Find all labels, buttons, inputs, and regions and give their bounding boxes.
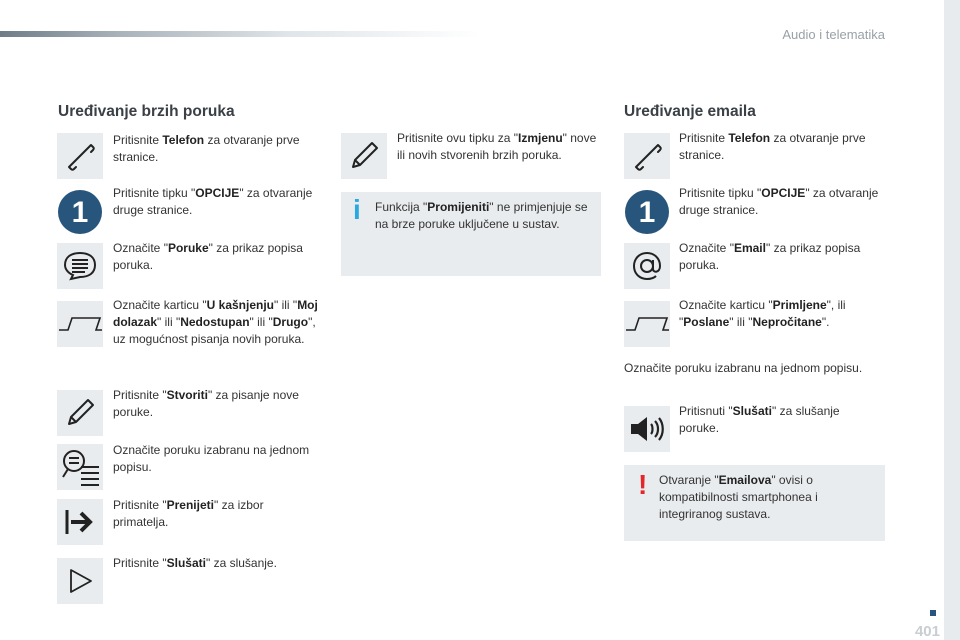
- select-message-icon: [57, 444, 103, 490]
- phone-icon: [624, 133, 670, 179]
- warning-notice-text: Otvaranje "Emailova" ovisi o kompatibilnosti smartphonea i integriranog sustava.: [659, 473, 818, 521]
- phone-icon: [57, 133, 103, 179]
- play-icon: [57, 558, 103, 604]
- left-step-2-text: Pritisnite tipku "OPCIJE" za otvaranje druge stranice.: [113, 186, 313, 217]
- speaker-icon: [624, 406, 670, 452]
- right-step-2-text: Pritisnite tipku "OPCIJE" za otvaranje druge stranice.: [679, 186, 879, 217]
- page-number: 401: [914, 623, 940, 640]
- number-1-icon: [57, 189, 103, 235]
- info-notice: [341, 192, 601, 276]
- header-gradient-bar: [0, 31, 480, 37]
- forward-icon: [57, 499, 103, 545]
- left-step-7-text: Pritisnite "Prenijeti" za izbor primatelja.: [113, 498, 264, 529]
- message-list-icon: [57, 243, 103, 289]
- number-1-glyph: 1: [71, 196, 89, 229]
- tab-icon: [624, 301, 670, 347]
- left-section-title: Uređivanje brzih poruka: [58, 103, 235, 120]
- number-1-glyph: 1: [638, 196, 656, 229]
- info-notice-text: Funkcija "Promijeniti" ne primjenjuje se na brze poruke uključene u sustav.: [375, 200, 588, 231]
- at-icon: [624, 243, 670, 289]
- pencil-icon: [57, 390, 103, 436]
- left-step-8-text: Pritisnite "Slušati" za slušanje.: [113, 556, 277, 570]
- info-icon: i: [353, 194, 361, 225]
- left-step-6-text: Označite poruku izabranu na jednom popisu.: [113, 443, 310, 474]
- section-header-title: Audio i telematika: [782, 27, 885, 42]
- right-step-4-text: Označite karticu "Primljene", ili "Poslane" ili "Nepročitane".: [679, 298, 846, 329]
- number-1-icon: [624, 189, 670, 235]
- right-step-1-text: Pritisnite Telefon za otvaranje prve stranice.: [679, 131, 866, 162]
- warning-icon: !: [638, 469, 648, 500]
- middle-step-text: Pritisnite ovu tipku za "Izmjenu" nove ili novih stvorenih brzih poruka.: [397, 131, 597, 162]
- right-plain-text: Označite poruku izabranu na jednom popisu.: [624, 361, 863, 375]
- tab-icon: [57, 301, 103, 347]
- left-step-1-text: Pritisnite Telefon za otvaranje prve stranice.: [113, 133, 300, 164]
- right-listen-text: Pritisnuti "Slušati" za slušanje poruke.: [679, 404, 840, 435]
- right-section-title: Uređivanje emaila: [624, 103, 756, 120]
- left-step-3-text: Označite "Poruke" za prikaz popisa poruka.: [113, 241, 303, 272]
- page-edge-strip: [944, 0, 960, 640]
- left-step-4-text: Označite karticu "U kašnjenju" ili "Moj dolazak" ili "Nedostupan" ili "Drugo", uz mogućnost pisanja novih poruka.: [113, 298, 318, 346]
- page-marker: [930, 610, 936, 616]
- warning-notice: [624, 465, 885, 541]
- right-step-3-text: Označite "Email" za prikaz popisa poruka.: [679, 241, 861, 272]
- pencil-icon: [341, 133, 387, 179]
- left-step-5-text: Pritisnite "Stvoriti" za pisanje nove poruke.: [113, 388, 299, 419]
